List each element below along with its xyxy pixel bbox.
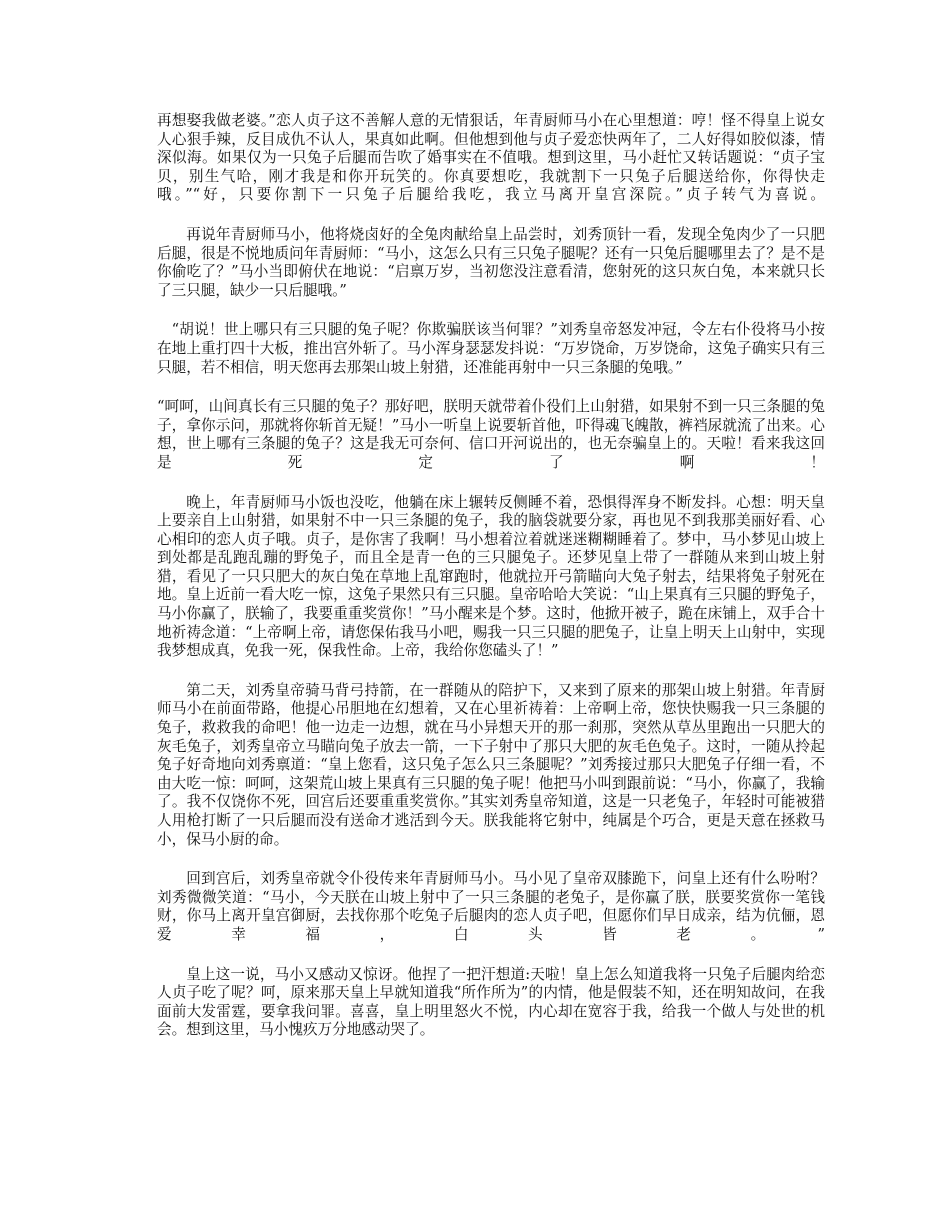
paragraph-8: 皇上这一说，马小又感动又惊讶。他捏了一把汗想道:天啦！皇上怎么知道我将一只兔子后腿肉给恋人贞子吃了呢？呵，原来那天皇上早就知道我“所作所为”的内情，他是假装不知，还在明知故问，在我面前大发雷霆，要拿我问罪。喜喜，皇上明里怒火不悦，内心却在宽容于我，给我一个做人与处世的机会。想到这里，马小愧疚万分地感动哭了。 [157,965,825,1039]
paragraph-4: “呵呵，山间真长有三只腿的兔子？那好吧，朕明天就带着仆役们上山射猎，如果射不到一只三条腿的兔子，拿你示问，那就将你斩首无疑！”马小一听皇上说要斩首他，吓得魂飞魄散，裤裆尿就流了出来。心想，世上哪有三条腿的兔子？这是我无可奈何、信口开河说出的，也无奈骗皇上的。天啦！看来我这回是死定了啊！ [157,398,825,471]
paragraph-6: 第二天，刘秀皇帝骑马背弓持箭，在一群随从的陪护下，又来到了原来的那架山坡上射猎。年青厨师马小在前面带路，他提心吊胆地在幻想着，又在心里祈祷着：上帝啊上帝，您快快赐我一只三条腿的兔子，救救我的命吧！他一边走一边想，就在马小异想天开的那一刹那，突然从草丛里跑出一只肥大的灰毛兔子，刘秀皇帝立马瞄向兔子放去一箭，一下子射中了那只大肥的灰毛色兔子。这时，一随从拎起兔子好奇地向刘秀禀道：“皇上您看，这只兔子怎么只三条腿呢？”刘秀接过那只大肥兔子仔细一看，不由大吃一惊：呵呵，这架荒山坡上果真有三只腿的兔子呢！他把马小叫到跟前说：“马小，你赢了，我输了。我不仅饶你不死，回宫后还要重重奖赏你。”其实刘秀皇帝知道，这是一只老兔子，年轻时可能被猎人用枪打断了一只后腿而没有送命才逃活到今天。朕我能将它射中，纯属是个巧合，更是天意在拯救马小，保马小厨的命。 [157,681,825,848]
document-page [157,112,825,1061]
paragraph-3: “胡说！世上哪只有三只腿的兔子呢？你欺骗朕该当何罪？”刘秀皇帝怒发冲冠，令左右仆役将马小按在地上重打四十大板，推出宫外斩了。马小浑身瑟瑟发抖说：“万岁饶命，万岁饶命，这兔子确实只有三只腿，若不相信，明天您再去那架山坡上射猎，还准能再射中一只三条腿的兔哦。” [157,321,825,376]
paragraph-1: 再想娶我做老婆。”恋人贞子这不善解人意的无情狠话，年青厨师马小在心里想道：哼！怪不得皇上说女人心狠手辣，反目成仇不认人，果真如此啊。但他想到他与贞子爱恋快两年了，二人好得如胶似漆，情深似海。如果仅为一只兔子后腿而告吹了婚事实在不值哦。想到这里，马小赶忙又转话题说：“贞子宝贝，别生气哈，刚才我是和你开玩笑的。你真要想吃，我就割下一只兔子后腿送给你，你得快走哦。”“好，只要你割下一只兔子后腿给我吃，我立马离开皇宫深院。”贞子转气为喜说。 [157,112,825,204]
paragraph-5: 晚上，年青厨师马小饭也没吃，他躺在床上辗转反侧睡不着，恐惧得浑身不断发抖。心想：明天皇上要亲自上山射猎，如果射不中一只三条腿的兔子，我的脑袋就要分家，再也见不到我那美丽好看、心心相印的恋人贞子哦。贞子，是你害了我啊！马小想着泣着就迷迷糊糊睡着了。梦中，马小梦见山坡上到处都是乱跑乱蹦的野兔子，而且全是青一色的三只腿兔子。还梦见皇上带了一群随从来到山坡上射猎，看见了一只只肥大的灰白兔在草地上乱窜跑时，他就拉开弓箭瞄向大兔子射去，结果将兔子射死在地。皇上近前一看大吃一惊，这兔子果然只有三只腿。皇帝哈哈大笑说：“山上果真有三只腿的野兔子，马小你赢了，朕输了，我要重重奖赏你！”马小醒来是个梦。这时，他掀开被子，跪在床铺上，双手合十地祈祷念道：“上帝啊上帝，请您保佑我马小吧，赐我一只三只腿的肥兔子，让皇上明天上山射中，实现我梦想成真，免我一死，保我性命。上帝，我给你您磕头了！” [157,493,825,660]
paragraph-7: 回到宫后，刘秀皇帝就令仆役传来年青厨师马小。马小见了皇帝双膝跪下，问皇上还有什么吩咐？刘秀微微笑道：“马小，今天朕在山坡上射中了一只三条腿的老兔子，是你赢了朕，朕要奖赏你一笔钱财，你马上离开皇宫御厨，去找你那个吃兔子后腿肉的恋人贞子吧，但愿你们早日成亲，结为伉俪，恩爱幸福，白头皆老。” [157,870,825,943]
paragraph-2: 再说年青厨师马小，他将烧卤好的全兔肉献给皇上品尝时，刘秀顶针一看，发现全兔肉少了一只肥后腿，很是不悦地质问年青厨师：“马小，这怎么只有三只兔子腿呢？还有一只兔后腿哪里去了？是不是你偷吃了？”马小当即俯伏在地说：“启禀万岁，当初您没注意看清，您射死的这只灰白兔，本来就只长了三只腿，缺少一只后腿哦。” [157,225,825,299]
